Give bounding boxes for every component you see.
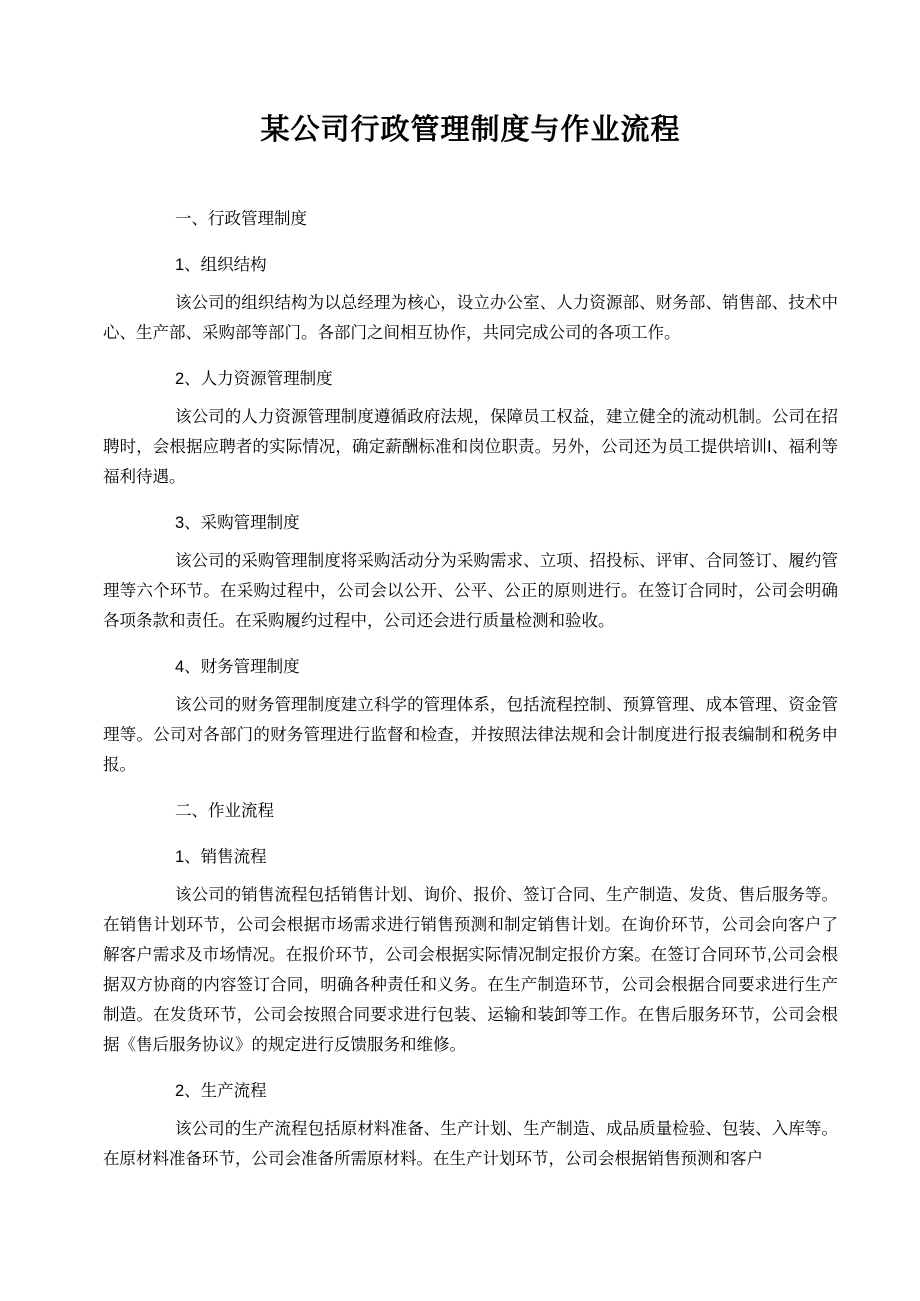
paragraph-org-structure: 该公司的组织结构为以总经理为核心，设立办公室、人力资源部、财务部、销售部、技术中心、生产部、采购部等部门。各部门之间相互协作，共同完成公司的各项工作。 — [103, 294, 838, 342]
heading-production-process: 2、生产流程 — [175, 1082, 267, 1100]
heading-finance: 4、财务管理制度 — [175, 658, 300, 676]
heading-administrative-system: 一、行政管理制度 — [175, 210, 307, 228]
heading-workflow: 二、作业流程 — [175, 802, 274, 820]
heading-org-structure: 1、组织结构 — [175, 256, 267, 274]
paragraph-finance: 该公司的财务管理制度建立科学的管理体系，包括流程控制、预算管理、成本管理、资金管理等。公司对各部门的财务管理进行监督和检查，并按照法律法规和会计制度进行报表编制和税务申报。 — [103, 696, 838, 774]
document-title: 某公司行政管理制度与作业流程 — [260, 114, 681, 146]
paragraph-sales-process: 该公司的销售流程包括销售计划、询价、报价、签订合同、生产制造、发货、售后服务等。在销售计划环节，公司会根据市场需求进行销售预测和制定销售计划。在询价环节，公司会向客户了解客户需求及市场情况。在报价环节，公司会根据实际情况制定报价方案。在签订合同环节,公司会根据双方协商的内容签订合同，明确各种责任和义务。在生产制造环节，公司会根据合同要求进行生产制造。在发货环节，公司会按照合同要求进行包装、运输和装卸等工作。在售后服务环节，公司会根据《售后服务协议》的规定进行反馈服务和维修。 — [103, 886, 838, 1054]
heading-sales-process: 1、销售流程 — [175, 848, 267, 866]
heading-hr-management: 2、人力资源管理制度 — [175, 370, 333, 388]
paragraph-production-process: 该公司的生产流程包括原材料准备、生产计划、生产制造、成品质量检验、包装、入库等。在原材料准备环节，公司会准备所需原材料。在生产计划环节，公司会根据销售预测和客户 — [103, 1120, 838, 1168]
paragraph-procurement: 该公司的采购管理制度将采购活动分为采购需求、立项、招投标、评审、合同签订、履约管理等六个环节。在采购过程中，公司会以公开、公平、公正的原则进行。在签订合同时，公司会明确各项条款和责任。在采购履约过程中，公司还会进行质量检测和验收。 — [103, 552, 838, 630]
paragraph-hr-management: 该公司的人力资源管理制度遵循政府法规，保障员工权益，建立健全的流动机制。公司在招聘时，会根据应聘者的实际情况，确定薪酬标准和岗位职责。另外，公司还为员工提供培训I、福利等福利待遇。 — [103, 408, 838, 486]
heading-procurement: 3、采购管理制度 — [175, 514, 300, 532]
